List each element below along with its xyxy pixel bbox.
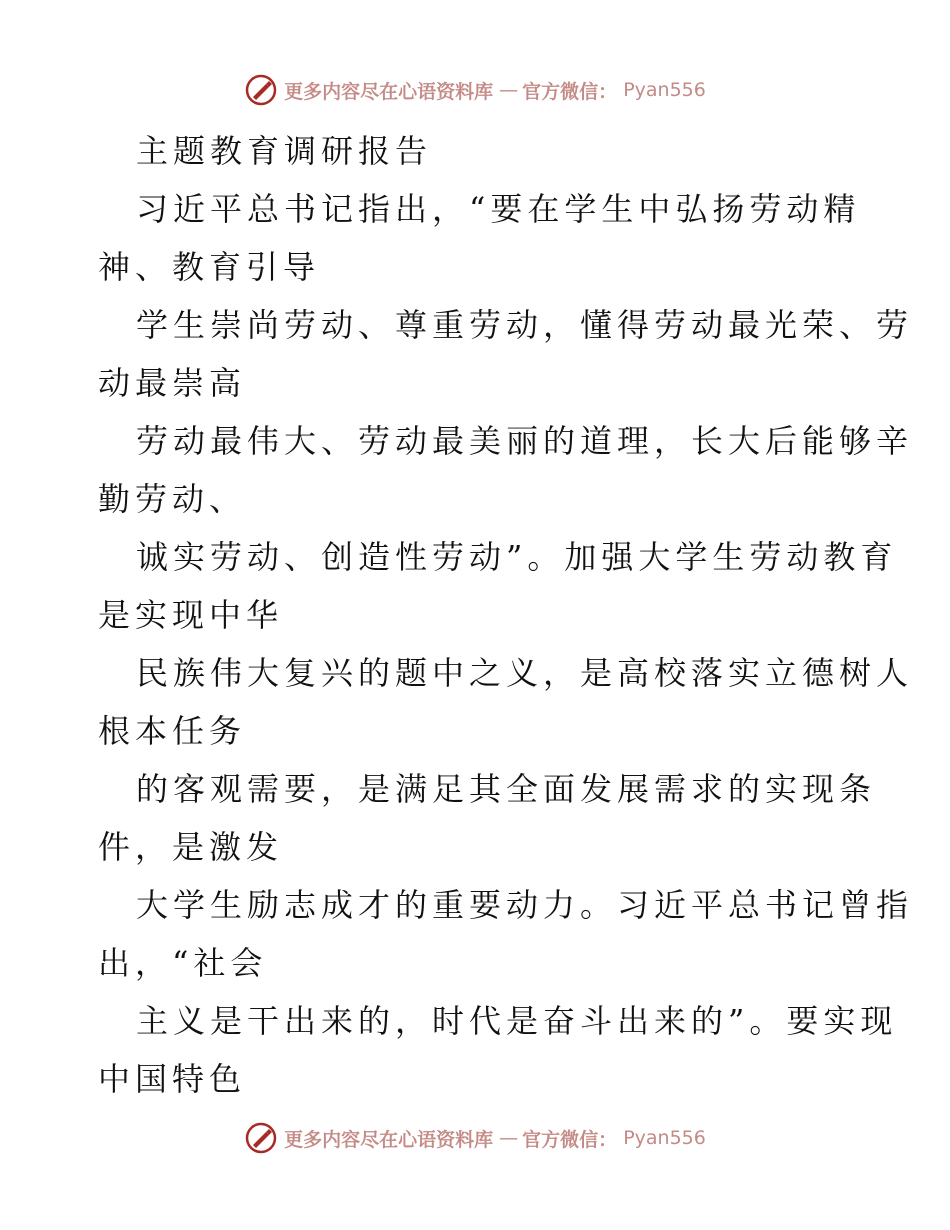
watermark-suffix: 官方微信： [522,1128,618,1151]
paragraph-line: 中国特色 [98,1060,247,1098]
paragraph-line: 主义是干出来的，时代是奋斗出来的”。要实现 [136,1002,898,1040]
red-seal-pen-icon [244,73,278,107]
paragraph-line: 是实现中华 [98,596,284,634]
red-seal-pen-icon [244,1121,278,1155]
paragraph-line: 件，是激发 [98,828,284,866]
watermark-account: Pyan556 [623,1127,706,1149]
paragraph-line: 劳动最伟大、劳动最美丽的道理，长大后能够辛 [136,422,914,460]
watermark-text: 更多内容尽在心语资料库 [284,1128,494,1151]
paragraph-line: 出，“社会 [98,944,268,982]
paragraph-line: 的客观需要，是满足其全面发展需求的实现条 [136,770,877,808]
paragraph-line: 习近平总书记指出，“要在学生中弘扬劳动精 [136,190,861,228]
paragraph-line: 勤劳动、 [98,480,247,518]
paragraph-line: 学生崇尚劳动、尊重劳动，懂得劳动最光荣、劳 [136,306,914,344]
paragraph-line: 神、教育引导 [98,248,321,286]
paragraph-line: 根本任务 [98,712,247,750]
paragraph-line: 民族伟大复兴的题中之义，是高校落实立德树人 [136,654,914,692]
watermark-text: 更多内容尽在心语资料库 [284,80,494,103]
watermark-dash: — [499,1127,517,1149]
watermark-dash: — [499,79,517,101]
document-body [98,122,914,1108]
paragraph-line: 大学生励志成才的重要动力。习近平总书记曾指 [136,886,914,924]
watermark-suffix: 官方微信： [522,80,618,103]
watermark-header [0,68,950,112]
watermark-account: Pyan556 [623,79,706,101]
document-title: 主题教育调研报告 [136,132,433,170]
paragraph-line: 动最崇高 [98,364,247,402]
paragraph-line: 诚实劳动、创造性劳动”。加强大学生劳动教育 [136,538,898,576]
watermark-footer [0,1116,950,1160]
